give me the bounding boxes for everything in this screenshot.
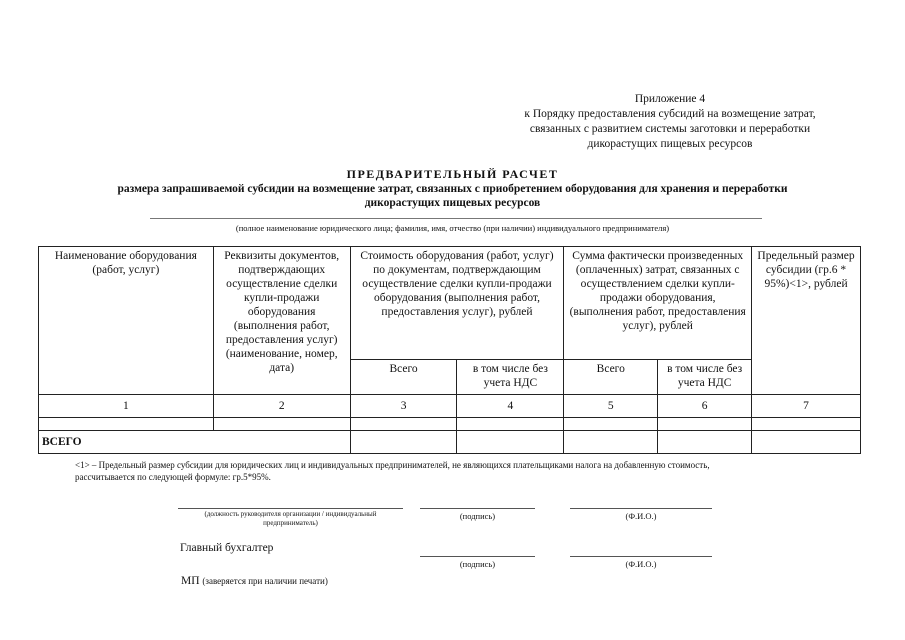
total-cell[interactable] — [457, 431, 564, 454]
column-number: 4 — [457, 395, 564, 418]
table-cell[interactable] — [39, 418, 214, 431]
appendix-line: к Порядку предоставления субсидий на возмещение затрат, — [524, 108, 816, 120]
appendix-line: связанных с развитием системы заготовки и переработки — [529, 123, 811, 135]
total-label: ВСЕГО — [39, 431, 351, 454]
table-cell[interactable] — [213, 418, 350, 431]
applicant-caption: (полное наименование юридического лица; фамилия, имя, отчество (при наличии) индивидуального предпринимателя) — [235, 223, 670, 233]
chief-signature-line[interactable] — [420, 556, 535, 557]
header-equipment-name: Наименование оборудования (работ, услуг) — [39, 247, 214, 395]
footnote-line: рассчитывается по следующей формуле: гр.5*95%. — [75, 472, 271, 482]
name-line[interactable] — [570, 508, 712, 509]
header-max-subsidy: Предельный размер субсидии (гр.6 * 95%)<1>, рублей — [752, 247, 861, 395]
chief-signature-caption: (подпись) — [459, 559, 496, 569]
appendix-number: Приложение 4 — [634, 93, 706, 105]
subheader-cost-novat: в том числе без учета НДС — [457, 360, 564, 395]
position-signature-line[interactable] — [178, 508, 403, 509]
table-cell[interactable] — [350, 418, 457, 431]
total-cell[interactable] — [350, 431, 457, 454]
signature-caption: (подпись) — [459, 511, 496, 521]
subheader-cost-total: Всего — [350, 360, 457, 395]
total-cell[interactable] — [564, 431, 658, 454]
table-header-row — [39, 247, 861, 360]
column-number: 6 — [658, 395, 752, 418]
mp-label: МП — [181, 575, 200, 587]
applicant-name-line[interactable] — [150, 218, 762, 219]
table-cell[interactable] — [564, 418, 658, 431]
chief-name-caption: (Ф.И.О.) — [625, 559, 657, 569]
name-caption: (Ф.И.О.) — [625, 511, 657, 521]
appendix-block — [480, 92, 860, 152]
table-cell[interactable] — [752, 418, 861, 431]
subheader-actual-novat: в том числе без учета НДС — [658, 360, 752, 395]
column-number: 5 — [564, 395, 658, 418]
signature-line[interactable] — [420, 508, 535, 509]
column-number: 7 — [752, 395, 861, 418]
header-actual-costs: Сумма фактически произведенных (оплаченных) затрат, связанных с осуществлением сделки купли-продажи оборудования, (выполнения работ, предоставления услуг), рублей — [564, 247, 752, 360]
column-number: 3 — [350, 395, 457, 418]
position-caption-line: (должность руководителя организации / индивидуальный — [204, 510, 377, 518]
document-subtitle — [40, 182, 865, 210]
chief-name-line[interactable] — [570, 556, 712, 557]
footnote-line: <1> – Предельный размер субсидии для юридических лиц и индивидуальных предпринимателей, не являющихся плательщиками налога на добавленную стоимость, — [75, 460, 710, 470]
table-row — [39, 418, 861, 431]
table-cell[interactable] — [457, 418, 564, 431]
total-cell[interactable] — [658, 431, 752, 454]
total-cell[interactable] — [752, 431, 861, 454]
mp-note: (заверяется при наличии печати) — [202, 576, 328, 586]
stamp-place — [181, 575, 328, 587]
total-row — [39, 431, 861, 454]
column-number: 2 — [213, 395, 350, 418]
footnote — [75, 459, 865, 483]
table-cell[interactable] — [658, 418, 752, 431]
appendix-line: дикорастущих пищевых ресурсов — [587, 138, 753, 150]
position-caption — [178, 510, 403, 528]
subtitle-line: дикорастущих пищевых ресурсов — [364, 197, 541, 209]
header-equipment-cost: Стоимость оборудования (работ, услуг) по документам, подтверждающим осуществление сделки купли-продажи оборудования (выполнения работ, предоставления услуг), рублей — [350, 247, 564, 360]
subtitle-line: размера запрашиваемой субсидии на возмещение затрат, связанных с приобретением оборудования для хранения и переработки — [117, 183, 788, 195]
column-number-row — [39, 395, 861, 418]
column-number: 1 — [39, 395, 214, 418]
subheader-actual-total: Всего — [564, 360, 658, 395]
position-caption-line: предприниматель) — [263, 519, 318, 527]
calculation-table — [38, 246, 861, 454]
chief-accountant-label: Главный бухгалтер — [180, 542, 274, 554]
header-document-details: Реквизиты документов, подтверждающих осуществление сделки купли-продажи оборудования (выполнения работ, предоставления услуг) (наименование, номер, дата) — [213, 247, 350, 395]
document-title: ПРЕДВАРИТЕЛЬНЫЙ РАСЧЕТ — [346, 167, 559, 181]
